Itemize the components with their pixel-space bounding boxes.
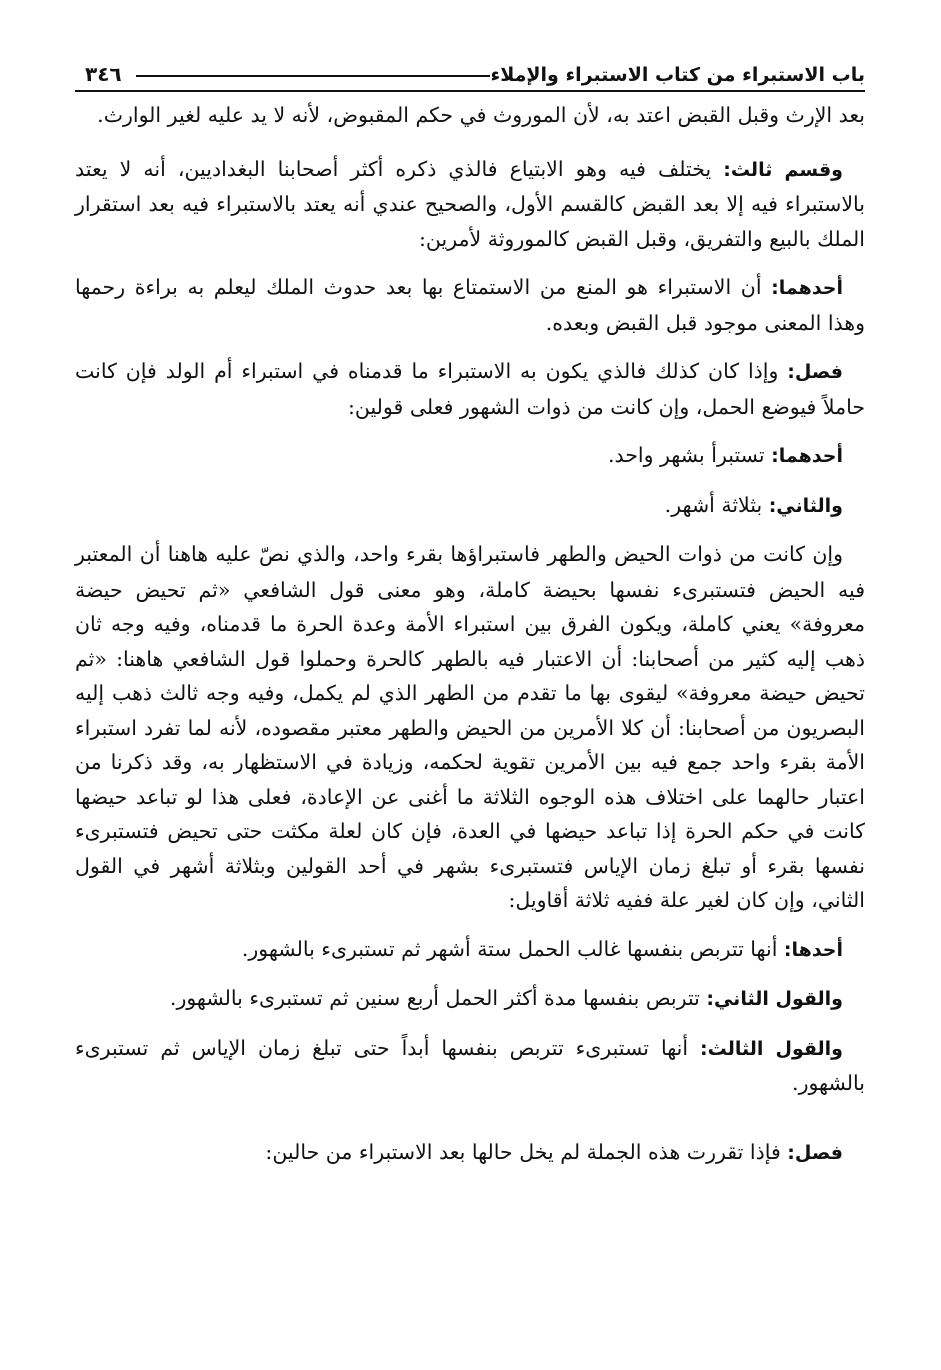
paragraph-first-reason [75,270,865,340]
paragraph-label: وقسم ثالث: [723,158,843,181]
paragraph-text: وإن كانت من ذوات الحيض والطهر فاستبراؤها بقرء واحد، والذي نصّ عليه هاهنا أن المعتبر فيه الحيض فتستبرىء نفسها بحيضة كاملة، وهو معنى قول الشافعي «ثم تحيض حيضة معروفة» يعني كاملة، ويكون الفرق بين استبراء الأمة وعدة الحرة ما قدمناه، وفيه وجه ثان ذهب إليه كثير من أصحابنا: أن الاعتبار فيه بالطهر كالحرة وحملوا قول الشافعي هاهنا: «ثم تحيض حيضة معروفة» ليقوى بها ما تقدم من الطهر الذي لم يكمل، وفيه وجه ثالث ذهب إليه البصريون من أصحابنا: أن كلا الأمرين من الحيض والطهر معتبر مقصوده، لأنه لما تفرد استبراء الأمة بقرء واحد جمع فيه بين الأمرين تقوية لحكمه، وزيادة في الاستظهار به، وقد ذكرنا من اعتبار حالهما على اختلاف هذه الوجوه الثلاثة ما أغنى عن الإعادة، فعلى هذا لو تباعد حيضها كانت في حكم الحرة إذا تباعد حيضها في العدة، فإن كان لعلة مكثت حتى تحيض فتستبرىء نفسها بقرء أو تبلغ زمان الإياس فتستبرىء بشهر في أحد القولين وبثلاثة أشهر في القول الثاني، وإن كان لغير علة ففيه ثلاثة أقاويل: [75,542,865,912]
paragraph-text: بثلاثة أشهر. [664,492,769,517]
section-label: فصل: [787,1141,843,1164]
paragraph-text: تستبرأ بشهر واحد. [607,443,772,467]
paragraph-first-opinion [75,438,865,474]
body-text [75,98,865,1170]
paragraph-label: والثاني: [768,494,843,517]
paragraph-text: فإذا تقررت هذه الجملة لم يخل حالها بعد الاستبراء من حالين: [265,1139,788,1164]
paragraph-section-two [75,1135,865,1171]
paragraph-second-opinion [75,488,865,524]
paragraph-text: أنها تستبرىء تتربص بنفسها أبداً حتى تبلغ زمان الإياس ثم تستبرىء بالشهور. [75,1035,865,1095]
page-number: ٣٤٦ [85,62,122,86]
paragraph-view-one [75,932,865,968]
paragraph-section-one [75,354,865,424]
section-label: فصل: [787,361,843,383]
paragraph-label: والقول الثالث: [700,1037,843,1060]
paragraph-text: وإذا كان كذلك فالذي يكون به الاستبراء ما قدمناه في استبراء أم الولد فإن كانت حاملاً فيوضع الحمل، وإن كانت من ذوات الشهور فعلى قولين: [75,359,865,419]
paragraph-third-category [75,152,865,257]
paragraph-text: أنها تتربص بنفسها غالب الحمل ستة أشهر ثم تستبرىء بالشهور. [241,936,784,961]
paragraph-text: بعد الإرث وقبل القبض اعتد به، لأن الموروث في حكم المقبوض، لأنه لا يد عليه لغير الوارث. [97,103,865,127]
paragraph-inheritance [75,98,865,134]
paragraph-menstruation [75,537,865,918]
paragraph-label: أحدهما: [771,277,843,299]
paragraph-view-three [75,1031,865,1101]
paragraph-label: والقول الثاني: [706,988,843,1010]
paragraph-text: أن الاستبراء هو المنع من الاستمتاع بها بعد حدوث الملك ليعلم به براءة رحمها وهذا المعنى موجود قبل القبض وبعده. [75,275,865,335]
paragraph-view-two [75,981,865,1017]
running-head [75,52,865,92]
paragraph-label: أحدهما: [771,445,843,467]
paragraph-text: تتربص بنفسها مدة أكثر الحمل أربع سنين ثم تستبرىء بالشهور. [169,986,707,1010]
paragraph-label: أحدها: [783,938,843,961]
book-page [75,52,865,1342]
running-title: باب الاستبراء من كتاب الاستبراء والإملاء [490,64,865,86]
header-rule [136,75,491,77]
paragraph-text: يختلف فيه وهو الابتياع فالذي ذكره أكثر أصحابنا البغداديين، أنه لا يعتد بالاستبراء فيه إلا بعد القبض كالقسم الأول، والصحيح عندي أنه يعتد بالاستبراء فيه بعد استقرار الملك بالبيع والتفريق، وقبل القبض كالموروثة لأمرين: [75,156,865,251]
